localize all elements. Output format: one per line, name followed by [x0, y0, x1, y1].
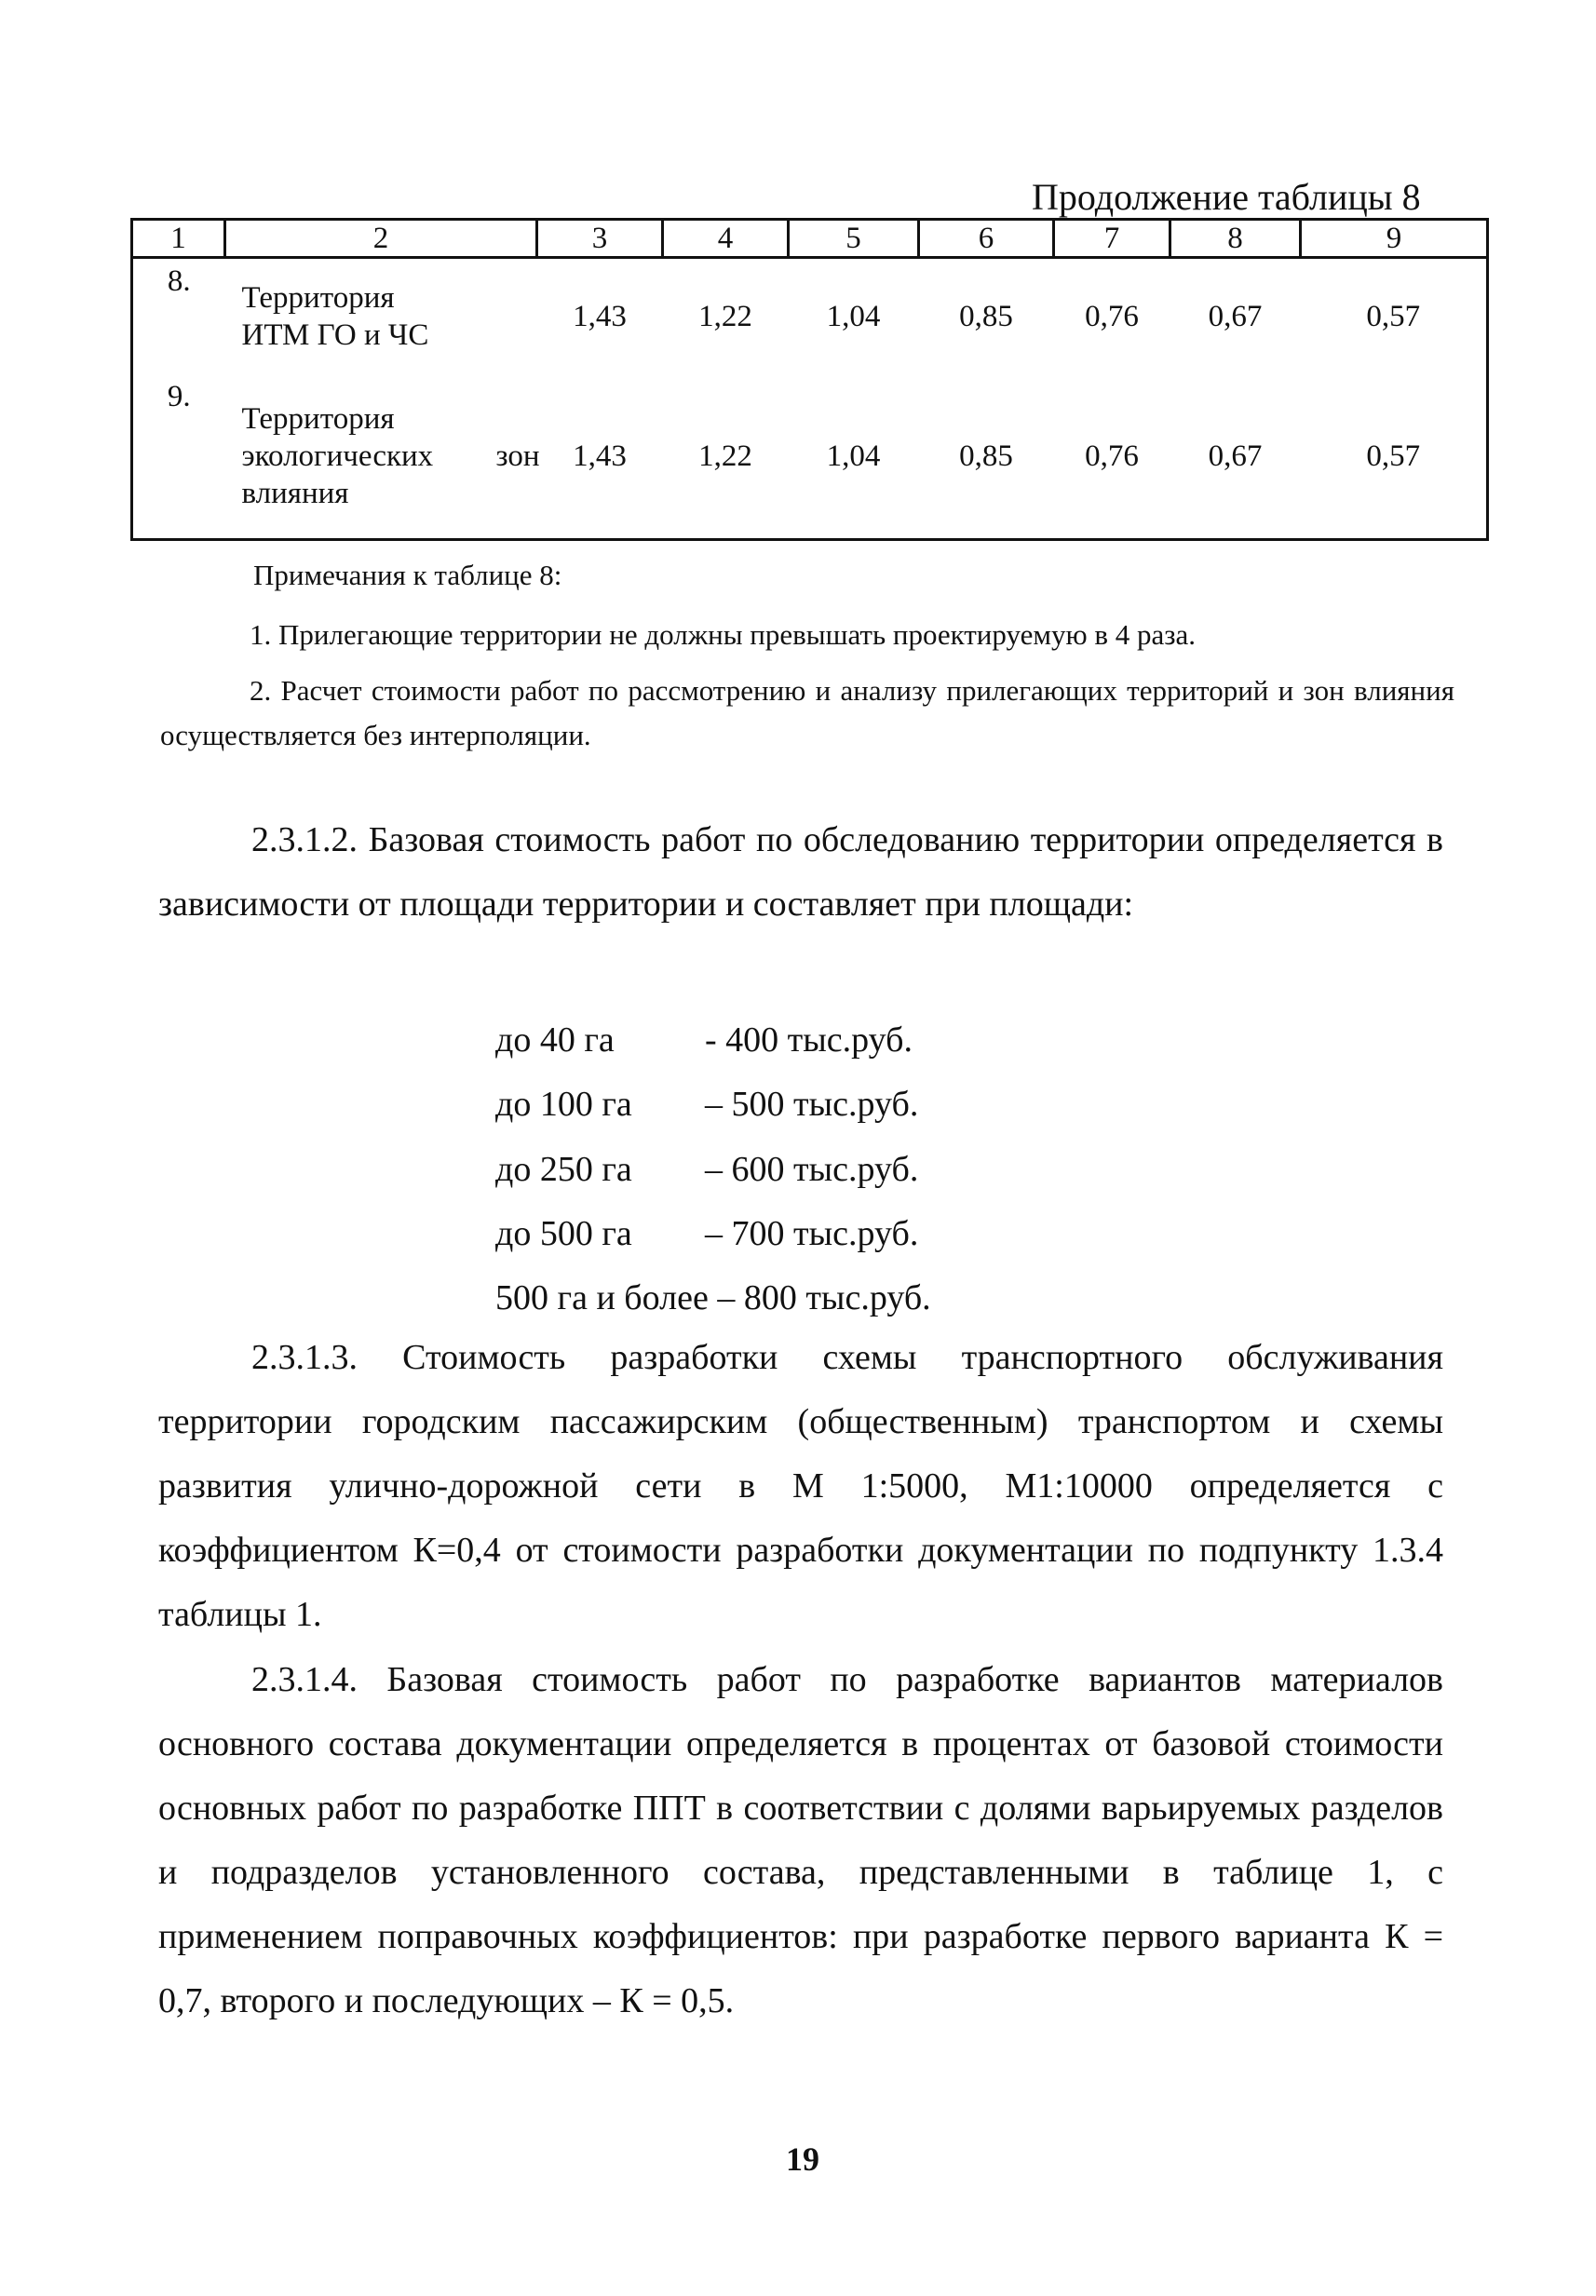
note-item: 2. Расчет стоимости работ по рассмотрению и анализу прилегающих территорий и зон влияния осуществляется без интерполяции.: [160, 674, 1454, 751]
price-area: до 100 га: [495, 1085, 632, 1125]
header-cell: 3: [537, 220, 663, 258]
value-cell: 0,76: [1085, 299, 1139, 333]
value-cell: 0,57: [1301, 374, 1488, 540]
row-name: [225, 374, 540, 540]
table-caption: Продолжение таблицы 8: [1032, 176, 1421, 218]
value-cell: 1,43: [573, 299, 627, 333]
page-number: 19: [786, 2141, 819, 2178]
value-cell: 0,85: [919, 374, 1054, 540]
coefficients-table: [130, 218, 1489, 541]
note-item: 1. Прилегающие территории не должны превышать проектируемую в 4 раза.: [250, 618, 1197, 651]
notes-title: Примечания к таблице 8:: [253, 559, 562, 591]
row-number: 8.: [132, 258, 225, 375]
price-row: [495, 1007, 931, 1073]
paragraph-2-3-1-4: 2.3.1.4. Базовая стоимость работ по разработке вариантов материалов основного состава документации определяется в процентах от базовой стоимости основных работ по разработке ППТ в соответствии с долями варьируемых разделов и подразделов установленного состава, представленными в таблице 1, с применением поправочных коэффициентов: при разработке первого варианта К = 0,7, второго и последующих – К = 0,5.: [158, 1660, 1443, 2020]
row-name: [225, 258, 537, 375]
row-name-line: Территория: [241, 402, 395, 436]
row-name-line: [242, 438, 540, 475]
header-cell: 1: [132, 220, 225, 258]
row-name-word: экологических: [241, 439, 434, 473]
row-name-line: Территория: [241, 281, 395, 315]
row-name-line: влияния: [241, 477, 349, 510]
price-value: – 500 тыс.руб.: [705, 1085, 919, 1125]
value-cell: 1,22: [663, 374, 789, 540]
price-row: [495, 1137, 931, 1202]
row-number: 9.: [132, 374, 225, 540]
value-cell: 0,76: [1054, 374, 1170, 540]
header-cell: 6: [919, 220, 1054, 258]
table-row: [132, 374, 1488, 540]
table-row: [132, 258, 1488, 375]
value-cell: 0,85: [959, 299, 1013, 333]
value-cell: 1,04: [826, 299, 881, 333]
paragraph-2-3-1-3: 2.3.1.3. Стоимость разработки схемы транспортного обслуживания территории городским пассажирским (общественным) транспортом и схемы развития улично-дорожной сети в М 1:5000, М1:10000 определяется с коэффициентом К=0,4 от стоимости разработки документации по подпункту 1.3.4 таблицы 1.: [158, 1338, 1443, 1634]
value-cell: 1,04: [789, 374, 919, 540]
price-area: до 500 га: [495, 1214, 632, 1254]
header-cell: 5: [789, 220, 919, 258]
price-value: – 700 тыс.руб.: [705, 1214, 919, 1254]
header-cell: 4: [663, 220, 789, 258]
paragraph-2-3-1-2: 2.3.1.2. Базовая стоимость работ по обследованию территории определяется в зависимости от площади территории и составляет при площади:: [158, 820, 1443, 924]
price-area: до 250 га: [495, 1149, 632, 1189]
table-header-row: [132, 220, 1488, 258]
price-area: до 40 га: [495, 1020, 615, 1060]
price-value: – 600 тыс.руб.: [705, 1149, 919, 1189]
price-row-last: 500 га и более – 800 тыс.руб.: [495, 1278, 931, 1317]
value-cell: 1,22: [698, 299, 752, 333]
value-cell: 0,57: [1301, 258, 1488, 375]
value-cell: 0,67: [1170, 374, 1301, 540]
value-cell: 1,43: [537, 374, 663, 540]
value-cell: 0,67: [1208, 299, 1263, 333]
header-cell: 8: [1170, 220, 1301, 258]
header-cell: 9: [1301, 220, 1488, 258]
price-list: [495, 1007, 931, 1331]
row-name-word: зон: [495, 439, 540, 473]
price-row: [495, 1202, 931, 1267]
price-value: - 400 тыс.руб.: [705, 1020, 913, 1060]
header-cell: 2: [225, 220, 537, 258]
header-cell: 7: [1054, 220, 1170, 258]
price-row: [495, 1073, 931, 1138]
row-name-line: ИТМ ГО и ЧС: [241, 318, 429, 352]
